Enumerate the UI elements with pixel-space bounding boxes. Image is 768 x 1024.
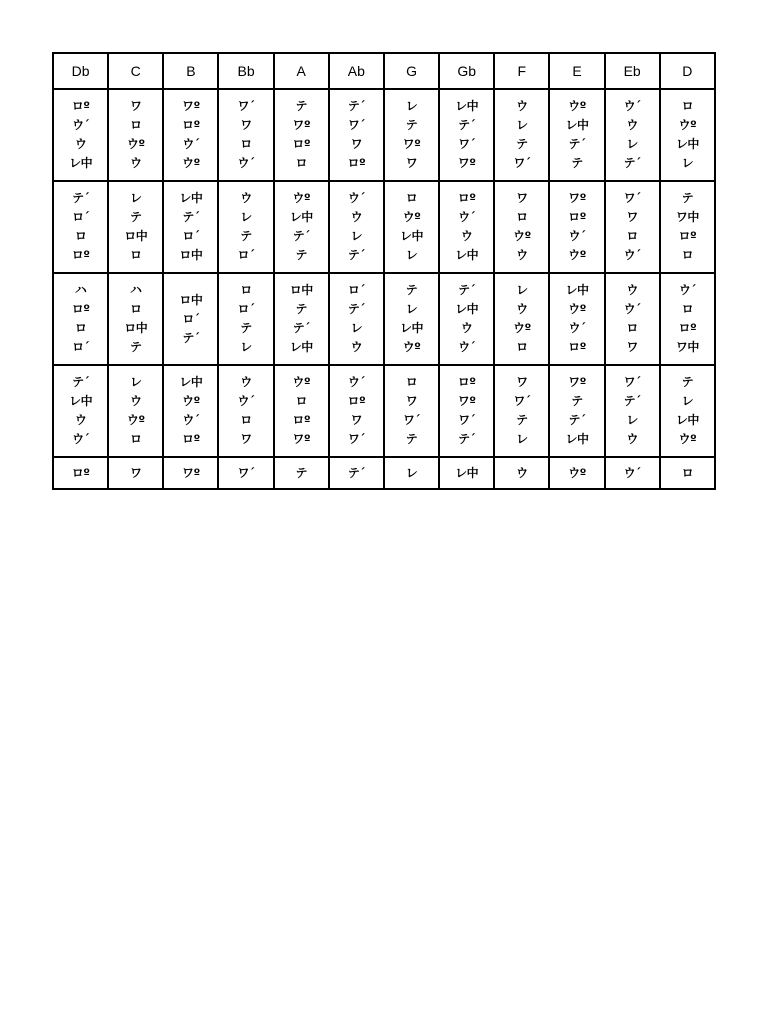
fingering-symbol: ロ中 xyxy=(289,283,313,297)
fingering-symbol: レ中 xyxy=(455,466,479,480)
key-header-row xyxy=(53,53,715,89)
fingering-symbol: ウ xyxy=(74,413,87,427)
fingering-symbol: ウ xyxy=(350,210,363,224)
fingering-symbol: ウº xyxy=(678,432,697,446)
fingering-symbol: ロ xyxy=(516,210,528,224)
fingering-symbol: ウ xyxy=(516,466,528,480)
fingering-symbol: ロ xyxy=(681,466,694,480)
chart-cell xyxy=(494,457,549,489)
fingering-symbol: テ´ xyxy=(568,413,586,427)
chart-cell xyxy=(494,89,549,181)
fingering-symbol: ロ xyxy=(74,229,87,243)
fingering-symbol: レ中 xyxy=(675,413,699,427)
chart-cell xyxy=(439,365,494,457)
fingering-symbol: ウ xyxy=(240,375,252,389)
fingering-symbol: ロ xyxy=(129,118,142,132)
fingering-symbol: ワº xyxy=(182,466,200,480)
fingering-symbol: ロ xyxy=(240,137,252,151)
fingering-symbol: ワº xyxy=(402,137,421,151)
fingering-symbol: テ´ xyxy=(623,156,641,170)
fingering-symbol: ワ xyxy=(129,99,142,113)
chart-cell xyxy=(384,365,439,457)
fingering-symbol: テ xyxy=(405,118,418,132)
fingering-symbol: レ xyxy=(405,466,418,480)
fingering-symbol: テ xyxy=(295,302,307,316)
chart-cell xyxy=(218,181,273,273)
fingering-symbol: ウ´ xyxy=(458,210,476,224)
fingering-symbol: ワº xyxy=(292,118,311,132)
chart-cell xyxy=(329,457,384,489)
key-header-ab: Ab xyxy=(329,53,384,89)
fingering-symbol: ウº xyxy=(678,118,697,132)
chart-cell xyxy=(218,273,273,365)
fingering-symbol: ウ´ xyxy=(72,432,90,446)
fingering-symbol: ハ xyxy=(74,283,87,297)
chart-cell xyxy=(53,273,108,365)
fingering-symbol: ウ´ xyxy=(72,118,90,132)
fingering-symbol: ワ xyxy=(350,137,363,151)
key-header-d: D xyxy=(660,53,715,89)
fingering-symbol: ワ´ xyxy=(623,191,641,205)
chart-cell xyxy=(660,89,715,181)
fingering-symbol: ウ xyxy=(516,248,528,262)
fingering-symbol: テ xyxy=(240,321,252,335)
chart-cell xyxy=(439,181,494,273)
fingering-symbol: テ xyxy=(516,137,528,151)
fingering-symbol: レ中 xyxy=(675,137,699,151)
fingering-symbol: ワ´ xyxy=(623,375,641,389)
fingering-symbol: レ xyxy=(405,248,418,262)
chart-cell xyxy=(549,181,604,273)
fingering-chart-sheet xyxy=(52,52,716,487)
fingering-symbol: テ xyxy=(129,210,142,224)
chart-cell xyxy=(549,273,604,365)
fingering-symbol: レ xyxy=(405,302,418,316)
fingering-symbol: ウ´ xyxy=(623,466,641,480)
chart-cell xyxy=(439,457,494,489)
key-header-eb: Eb xyxy=(605,53,660,89)
fingering-symbol: ロ xyxy=(516,340,528,354)
fingering-symbol: レ xyxy=(350,229,363,243)
fingering-symbol: レ中 xyxy=(565,118,589,132)
fingering-symbol: レ xyxy=(626,413,638,427)
fingering-symbol: ワ´ xyxy=(347,118,365,132)
chart-cell xyxy=(108,365,163,457)
fingering-symbol: ロº xyxy=(71,99,90,113)
key-header-c: C xyxy=(108,53,163,89)
chart-cell xyxy=(660,365,715,457)
fingering-symbol: ウ´ xyxy=(623,99,641,113)
fingering-symbol: テ´ xyxy=(182,210,200,224)
fingering-symbol: ウº xyxy=(402,210,421,224)
key-header-b: B xyxy=(163,53,218,89)
chart-cell xyxy=(108,273,163,365)
fingering-symbol: ウº xyxy=(568,99,586,113)
fingering-symbol: テ´ xyxy=(568,137,586,151)
fingering-symbol: ウ´ xyxy=(182,413,200,427)
fingering-symbol: ロº xyxy=(182,432,200,446)
fingering-symbol: ロº xyxy=(678,229,697,243)
fingering-symbol: レ xyxy=(129,375,142,389)
chart-cell xyxy=(494,273,549,365)
fingering-symbol: レ中 xyxy=(455,248,479,262)
fingering-symbol: ウ xyxy=(240,191,252,205)
fingering-symbol: レ xyxy=(626,137,638,151)
chart-cell xyxy=(163,365,218,457)
key-header-db: Db xyxy=(53,53,108,89)
fingering-symbol: テ´ xyxy=(182,330,200,345)
fingering-symbol: ロº xyxy=(292,413,311,427)
fingering-symbol: ウ xyxy=(460,321,473,335)
fingering-symbol: ワ xyxy=(129,466,142,480)
key-header-e: E xyxy=(549,53,604,89)
fingering-symbol: ウ´ xyxy=(568,321,586,335)
fingering-symbol: ロ xyxy=(129,302,142,316)
fingering-symbol: ロº xyxy=(292,137,311,151)
fingering-symbol: ウº xyxy=(292,191,311,205)
chart-cell xyxy=(384,273,439,365)
chart-cell xyxy=(384,89,439,181)
chart-cell xyxy=(605,89,660,181)
fingering-symbol: ウ xyxy=(626,118,638,132)
fingering-symbol: テ xyxy=(571,394,583,408)
fingering-symbol: レ xyxy=(681,394,694,408)
fingering-symbol: ウº xyxy=(568,248,586,262)
chart-cell xyxy=(53,365,108,457)
fingering-symbol: ワ´ xyxy=(237,466,255,480)
fingering-symbol: テ´ xyxy=(623,394,641,408)
fingering-symbol: ウº xyxy=(126,413,145,427)
fingering-symbol: レ xyxy=(516,283,528,297)
fingering-symbol: ワ xyxy=(240,118,252,132)
fingering-symbol: ロ xyxy=(626,229,638,243)
chart-row-4 xyxy=(53,365,715,457)
fingering-symbol: ロº xyxy=(182,118,200,132)
chart-cell xyxy=(329,365,384,457)
fingering-symbol: ウ´ xyxy=(623,302,641,316)
chart-body xyxy=(53,89,715,489)
fingering-symbol: レ中 xyxy=(455,99,479,113)
fingering-symbol: ロº xyxy=(71,248,90,262)
fingering-symbol: ウ xyxy=(129,394,142,408)
chart-cell xyxy=(494,365,549,457)
fingering-chart-table xyxy=(52,52,716,490)
fingering-symbol: ウ xyxy=(626,432,638,446)
chart-cell xyxy=(660,457,715,489)
chart-cell xyxy=(218,365,273,457)
fingering-symbol: ワº xyxy=(292,432,311,446)
fingering-symbol: レ xyxy=(516,432,528,446)
key-header-gb: Gb xyxy=(439,53,494,89)
fingering-symbol: テ´ xyxy=(347,99,365,113)
chart-cell xyxy=(549,89,604,181)
fingering-symbol: ウ´ xyxy=(347,191,365,205)
chart-cell xyxy=(549,365,604,457)
fingering-symbol: ワº xyxy=(457,156,476,170)
fingering-symbol: ロ xyxy=(240,413,252,427)
fingering-symbol: ロ xyxy=(405,375,418,389)
fingering-symbol: テ xyxy=(240,229,252,243)
chart-cell xyxy=(53,89,108,181)
chart-cell xyxy=(274,273,329,365)
chart-cell xyxy=(274,365,329,457)
chart-cell xyxy=(163,181,218,273)
fingering-symbol: ワ中 xyxy=(675,340,699,354)
fingering-symbol: テ xyxy=(681,191,694,205)
key-header-a: A xyxy=(274,53,329,89)
fingering-symbol: ロº xyxy=(568,210,586,224)
fingering-symbol: ワ´ xyxy=(513,394,531,408)
fingering-symbol: ウº xyxy=(512,229,531,243)
fingering-symbol: レ中 xyxy=(565,432,589,446)
fingering-symbol: ロ´ xyxy=(72,340,90,354)
fingering-symbol: レ中 xyxy=(69,156,93,170)
fingering-symbol: ウº xyxy=(126,137,145,151)
fingering-symbol: ワ xyxy=(350,413,363,427)
fingering-symbol: ワ xyxy=(240,432,252,446)
fingering-symbol: ワ´ xyxy=(458,413,476,427)
chart-cell xyxy=(329,273,384,365)
chart-cell xyxy=(494,181,549,273)
fingering-symbol: ワ中 xyxy=(675,210,699,224)
fingering-symbol: ロ中 xyxy=(179,292,203,307)
fingering-symbol: ロ´ xyxy=(182,229,200,243)
fingering-symbol: ロ´ xyxy=(72,210,90,224)
chart-cell xyxy=(660,181,715,273)
fingering-symbol: レ中 xyxy=(400,321,424,335)
chart-cell xyxy=(439,273,494,365)
fingering-symbol: テ´ xyxy=(347,466,365,480)
fingering-symbol: ロ´ xyxy=(237,302,255,316)
chart-cell xyxy=(605,273,660,365)
fingering-symbol: ウº xyxy=(512,321,531,335)
fingering-symbol: ロ xyxy=(129,432,142,446)
fingering-symbol: ウ xyxy=(350,340,363,354)
fingering-symbol: ロ xyxy=(295,156,307,170)
chart-cell xyxy=(218,457,273,489)
fingering-symbol: ワ xyxy=(405,156,418,170)
fingering-symbol: ロº xyxy=(457,191,476,205)
fingering-symbol: ロ xyxy=(129,248,142,262)
fingering-symbol: レ xyxy=(350,321,363,335)
fingering-symbol: ウ xyxy=(626,283,638,297)
chart-cell xyxy=(660,273,715,365)
chart-row-1 xyxy=(53,89,715,181)
fingering-symbol: ウ´ xyxy=(568,229,586,243)
fingering-symbol: ロ xyxy=(74,321,87,335)
fingering-symbol: ワ xyxy=(626,340,638,354)
fingering-symbol: ロ中 xyxy=(179,248,203,262)
chart-cell xyxy=(108,89,163,181)
fingering-symbol: レ中 xyxy=(565,283,589,297)
chart-cell xyxy=(163,89,218,181)
fingering-symbol: レ中 xyxy=(69,394,93,408)
fingering-symbol: レ xyxy=(681,156,694,170)
chart-row-3 xyxy=(53,273,715,365)
fingering-symbol: レ中 xyxy=(179,375,203,389)
fingering-symbol: レ中 xyxy=(289,340,313,354)
chart-cell xyxy=(384,181,439,273)
fingering-symbol: テ´ xyxy=(292,321,310,335)
fingering-symbol: ウ´ xyxy=(347,375,365,389)
chart-cell xyxy=(53,181,108,273)
chart-cell xyxy=(439,89,494,181)
fingering-symbol: ワ xyxy=(626,210,638,224)
fingering-symbol: テ´ xyxy=(72,375,90,389)
fingering-symbol: ウ xyxy=(74,137,87,151)
fingering-symbol: ロ xyxy=(626,321,638,335)
chart-cell xyxy=(329,181,384,273)
chart-cell xyxy=(108,457,163,489)
fingering-symbol: ウ´ xyxy=(237,394,255,408)
fingering-symbol: ワ´ xyxy=(513,156,531,170)
chart-cell xyxy=(274,89,329,181)
fingering-symbol: レ xyxy=(405,99,418,113)
fingering-symbol: ロ xyxy=(681,302,694,316)
chart-cell xyxy=(549,457,604,489)
fingering-symbol: ウ xyxy=(460,229,473,243)
key-header-bb: Bb xyxy=(218,53,273,89)
fingering-symbol: テ´ xyxy=(347,248,365,262)
fingering-symbol: ワ´ xyxy=(237,99,255,113)
chart-cell xyxy=(329,89,384,181)
fingering-symbol: ロ中 xyxy=(124,321,148,335)
fingering-symbol: ハ xyxy=(129,283,142,297)
chart-cell xyxy=(384,457,439,489)
fingering-symbol: ウº xyxy=(402,340,421,354)
fingering-symbol: ワº xyxy=(568,191,586,205)
key-header-g: G xyxy=(384,53,439,89)
fingering-symbol: ロº xyxy=(71,302,90,316)
fingering-symbol: ウ´ xyxy=(458,340,476,354)
fingering-symbol: テ´ xyxy=(458,118,476,132)
fingering-symbol: ワ xyxy=(516,191,528,205)
fingering-symbol: テ´ xyxy=(458,283,476,297)
fingering-symbol: テ xyxy=(681,375,694,389)
fingering-symbol: ウ xyxy=(516,99,528,113)
fingering-symbol: ロ´ xyxy=(182,311,200,326)
fingering-symbol: レ中 xyxy=(455,302,479,316)
fingering-symbol: ロº xyxy=(347,156,366,170)
fingering-symbol: ロ´ xyxy=(347,283,365,297)
fingering-symbol: ロº xyxy=(347,394,366,408)
fingering-symbol: ロ xyxy=(405,191,418,205)
fingering-symbol: ロ xyxy=(681,99,694,113)
chart-cell xyxy=(274,181,329,273)
fingering-symbol: レ中 xyxy=(179,191,203,205)
chart-cell xyxy=(605,181,660,273)
chart-cell xyxy=(605,457,660,489)
fingering-symbol: ワ xyxy=(516,375,528,389)
fingering-symbol: テ xyxy=(295,99,307,113)
fingering-symbol: ワ xyxy=(405,394,418,408)
fingering-symbol: ロ中 xyxy=(124,229,148,243)
fingering-symbol: テ xyxy=(516,413,528,427)
fingering-symbol: ワº xyxy=(568,375,586,389)
fingering-symbol: ワ´ xyxy=(347,432,365,446)
fingering-symbol: レ xyxy=(240,340,252,354)
fingering-symbol: ロ xyxy=(295,394,307,408)
fingering-symbol: レ xyxy=(240,210,252,224)
fingering-symbol: テ xyxy=(295,466,307,480)
fingering-symbol: レ中 xyxy=(400,229,424,243)
fingering-symbol: ウ´ xyxy=(678,283,696,297)
fingering-symbol: ウ´ xyxy=(237,156,255,170)
chart-row-final xyxy=(53,457,715,489)
key-header-f: F xyxy=(494,53,549,89)
chart-cell xyxy=(53,457,108,489)
chart-cell xyxy=(218,89,273,181)
chart-cell xyxy=(163,457,218,489)
fingering-symbol: レ中 xyxy=(289,210,313,224)
fingering-symbol: ウ xyxy=(129,156,142,170)
fingering-symbol: ウ xyxy=(516,302,528,316)
fingering-symbol: レ xyxy=(129,191,142,205)
chart-cell xyxy=(605,365,660,457)
fingering-symbol: ワº xyxy=(457,394,476,408)
fingering-symbol: テ´ xyxy=(292,229,310,243)
fingering-symbol: ロº xyxy=(457,375,476,389)
fingering-symbol: ウº xyxy=(182,394,200,408)
fingering-symbol: ロ´ xyxy=(237,248,255,262)
fingering-symbol: ロº xyxy=(568,340,586,354)
fingering-symbol: テ´ xyxy=(347,302,365,316)
fingering-symbol: ウº xyxy=(568,302,586,316)
fingering-symbol: テ xyxy=(129,340,142,354)
fingering-symbol: ウº xyxy=(182,156,200,170)
fingering-symbol: ウº xyxy=(292,375,311,389)
fingering-symbol: テ xyxy=(405,432,418,446)
fingering-symbol: ロº xyxy=(71,466,90,480)
fingering-symbol: ロº xyxy=(678,321,697,335)
fingering-symbol: ワ´ xyxy=(403,413,421,427)
fingering-symbol: ウ´ xyxy=(623,248,641,262)
chart-cell xyxy=(274,457,329,489)
fingering-symbol: ウ´ xyxy=(182,137,200,151)
fingering-symbol: ワº xyxy=(182,99,200,113)
fingering-symbol: テ xyxy=(571,156,583,170)
fingering-symbol: ワ´ xyxy=(458,137,476,151)
chart-cell xyxy=(108,181,163,273)
fingering-symbol: テ´ xyxy=(458,432,476,446)
fingering-symbol: テ xyxy=(405,283,418,297)
chart-cell xyxy=(163,273,218,365)
fingering-symbol: ロ xyxy=(681,248,694,262)
fingering-symbol: ロ xyxy=(240,283,252,297)
fingering-symbol: レ xyxy=(516,118,528,132)
fingering-symbol: テ xyxy=(295,248,307,262)
fingering-symbol: テ´ xyxy=(72,191,90,205)
fingering-symbol: ウº xyxy=(568,466,586,480)
chart-row-2 xyxy=(53,181,715,273)
